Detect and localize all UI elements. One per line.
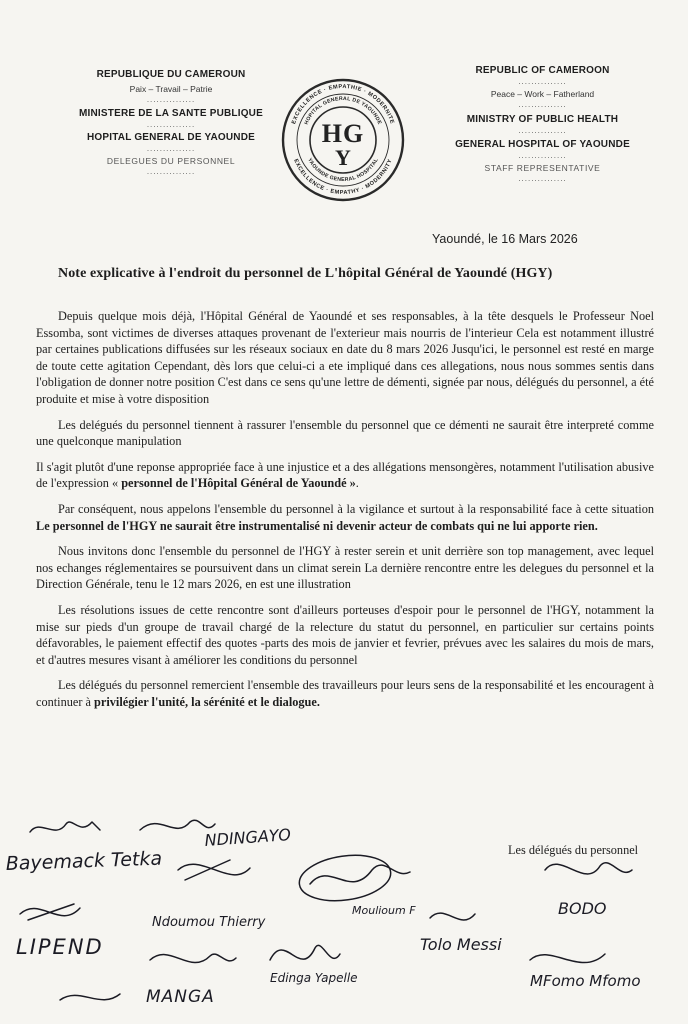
header-right-motto: Peace – Work – Fatherland xyxy=(490,89,595,99)
document-body xyxy=(36,308,654,719)
logo-ring-bottom: EXCELLENCE · EMPATHY · MODERNITY xyxy=(292,158,394,197)
header-left-separator-4: ............... xyxy=(146,167,196,176)
header-right-country: REPUBLIC OF CAMEROON xyxy=(475,65,610,76)
header-left-hospital: HOPITAL GENERAL DE YAOUNDE xyxy=(86,132,255,143)
header-right xyxy=(440,64,645,183)
header-left-separator-2: ............... xyxy=(146,120,196,129)
paragraph-3 xyxy=(36,459,654,492)
paragraph-7-text: Les délégués du personnel remercient l'ensemble des travailleurs pour leurs sens de la responsabilité et les encouragent à continuer à xyxy=(36,678,654,709)
signature-scribble-8 xyxy=(430,913,475,920)
paragraph-7-bold: privilégier l'unité, la sérénité et le dialogue. xyxy=(94,694,320,709)
paragraph-1: Depuis quelque mois déjà, l'Hôpital Général de Yaoundé et ses responsables, à la tête desquels le Professeur Noel Essomba, sont victimes de diverses attaques provenant de l'exterieur mais nourris de l'interieur Cela est notamment illustré par certaines publications diffusées sur les réseaux sociaux en date du 8 mars 2026 Jusqu'ici, le personnel est resté en marge de toute cette agitation Cependant, dès lors que celui-ci a ete impliqué dans ces allegations, nous nous sommes sentis dans l'obligation de donner notre position C'est dans ce sens qu'une lettre de démenti, signée par nous, délégués du personnel, a été produite et mise à votre disposition xyxy=(36,309,654,406)
paragraph-4-text: Par conséquent, nous appelons l'ensemble du personnel à la vigilance et surtout à la responsabilité face à cette situation xyxy=(58,501,654,516)
signature-4: Moulioum F xyxy=(352,904,416,917)
header-right-office: STAFF REPRESENTATIVE xyxy=(484,163,601,173)
signature-1: Bayemack Tetka xyxy=(5,847,163,875)
header-left-country: REPUBLIQUE DU CAMEROUN xyxy=(96,69,246,80)
signature-label: Les délégués du personnel xyxy=(508,843,639,857)
signature-scribble-4 xyxy=(296,850,393,906)
header-left-office: DELEGUES DU PERSONNEL xyxy=(106,156,236,166)
header-right-separator-3: ............... xyxy=(518,126,567,135)
header-right-separator-2: ............... xyxy=(518,100,567,109)
paragraph-3-end: . xyxy=(355,476,359,491)
signature-scribble-10 xyxy=(270,945,340,960)
paragraph-6: Les résolutions issues de cette rencontre sont d'ailleurs porteuses d'espoir pour le personnel de l'HGY, notamment la mise sur pieds d'un groupe de travail chargé de la relecture du statut du personnel, en particulier sur certains points défavorables, le paiement effectif des quotes -parts des mois de janvier et fevrier, prévues avec les salaires du mois de mars, et d'autres mesures visant à améliorer les conditions du personnel xyxy=(36,602,654,667)
signature-10: MFomo Mfomo xyxy=(530,972,641,990)
header-right-separator: ............... xyxy=(518,77,567,86)
signature-3: Ndoumou Thierry xyxy=(152,915,266,930)
signature-scribble-6 xyxy=(545,863,632,874)
signature-scribble-11 xyxy=(530,954,605,963)
header-right-separator-4: ............... xyxy=(518,151,567,160)
signature-scribble-3 xyxy=(178,860,250,880)
signature-scribble-5 xyxy=(310,865,410,884)
signature-2: NDINGAYO xyxy=(203,825,292,850)
logo-ring-top: EXCELLENCE · EMPATHIE · MODERNITE xyxy=(291,83,395,126)
logo-monogram-top: HG xyxy=(321,119,365,148)
hgy-logo xyxy=(279,62,407,214)
paragraph-5: Nous invitons donc l'ensemble du personnel de l'HGY à rester serein et unit derrière son top management, avec lequel nos echanges réglementaires se poursuivent dans un climat serein La dernière rencontre entre les delegues du personnel et la Direction Générale, tenu le 12 mars 2026, en est une illustration xyxy=(36,544,654,592)
document-title: Note explicative à l'endroit du personnel de L'hôpital Général de Yaoundé (HGY) xyxy=(58,266,553,281)
paragraph-2: Les delégués du personnel tiennent à rassurer l'ensemble du personnel que ce démenti ne saurait être interpreté comme une quelconque manipulation xyxy=(36,417,654,449)
signature-scribble-7 xyxy=(20,904,80,920)
signature-scribble-9 xyxy=(150,954,236,962)
header-right-separator-5: ............... xyxy=(518,174,567,183)
header-right-hospital: GENERAL HOSPITAL OF YAOUNDE xyxy=(455,139,630,150)
paragraph-4 xyxy=(36,501,654,534)
header-left-separator-3: ............... xyxy=(146,144,196,153)
signature-7: Tolo Messi xyxy=(420,935,502,954)
logo-ring-inner-top: HOPITAL GENERAL DE YAOUNDE xyxy=(303,95,383,126)
signature-scribble-1 xyxy=(30,822,100,832)
signatures-block xyxy=(0,810,688,1024)
signature-8: MANGA xyxy=(146,987,215,1007)
logo-monogram-bottom: Y xyxy=(335,145,351,170)
header-right-ministry: MINISTRY OF PUBLIC HEALTH xyxy=(466,114,619,125)
document-date: Yaoundé, le 16 Mars 2026 xyxy=(432,232,578,246)
paragraph-7 xyxy=(36,677,654,710)
signature-6: LIPEND xyxy=(16,935,104,959)
signature-scribble-2 xyxy=(140,820,215,830)
header-left-separator: ............... xyxy=(146,95,196,104)
header-left xyxy=(60,68,282,176)
header-left-motto: Paix – Travail – Patrie xyxy=(129,84,213,94)
logo-ring-inner-bottom: YAOUNDE GENERAL HOSPITAL xyxy=(306,157,380,183)
paragraph-4-bold: Le personnel de l'HGY ne saurait être instrumentalisé ni devenir acteur de combats qui ne lui apporte rien. xyxy=(36,518,598,533)
header-left-ministry: MINISTERE DE LA SANTE PUBLIQUE xyxy=(79,108,263,119)
paragraph-3-bold: personnel de l'Hôpital Général de Yaoundé » xyxy=(121,476,356,491)
signature-5: BODO xyxy=(558,899,607,918)
signature-9: Edinga Yapelle xyxy=(270,971,358,985)
signature-scribble-12 xyxy=(60,994,120,1000)
paragraph-3-text: Il s'agit plutôt d'une reponse appropriée face à une injustice et a des allégations mensongères, notamment l'utilisation abusive de l'expression « xyxy=(36,459,654,491)
